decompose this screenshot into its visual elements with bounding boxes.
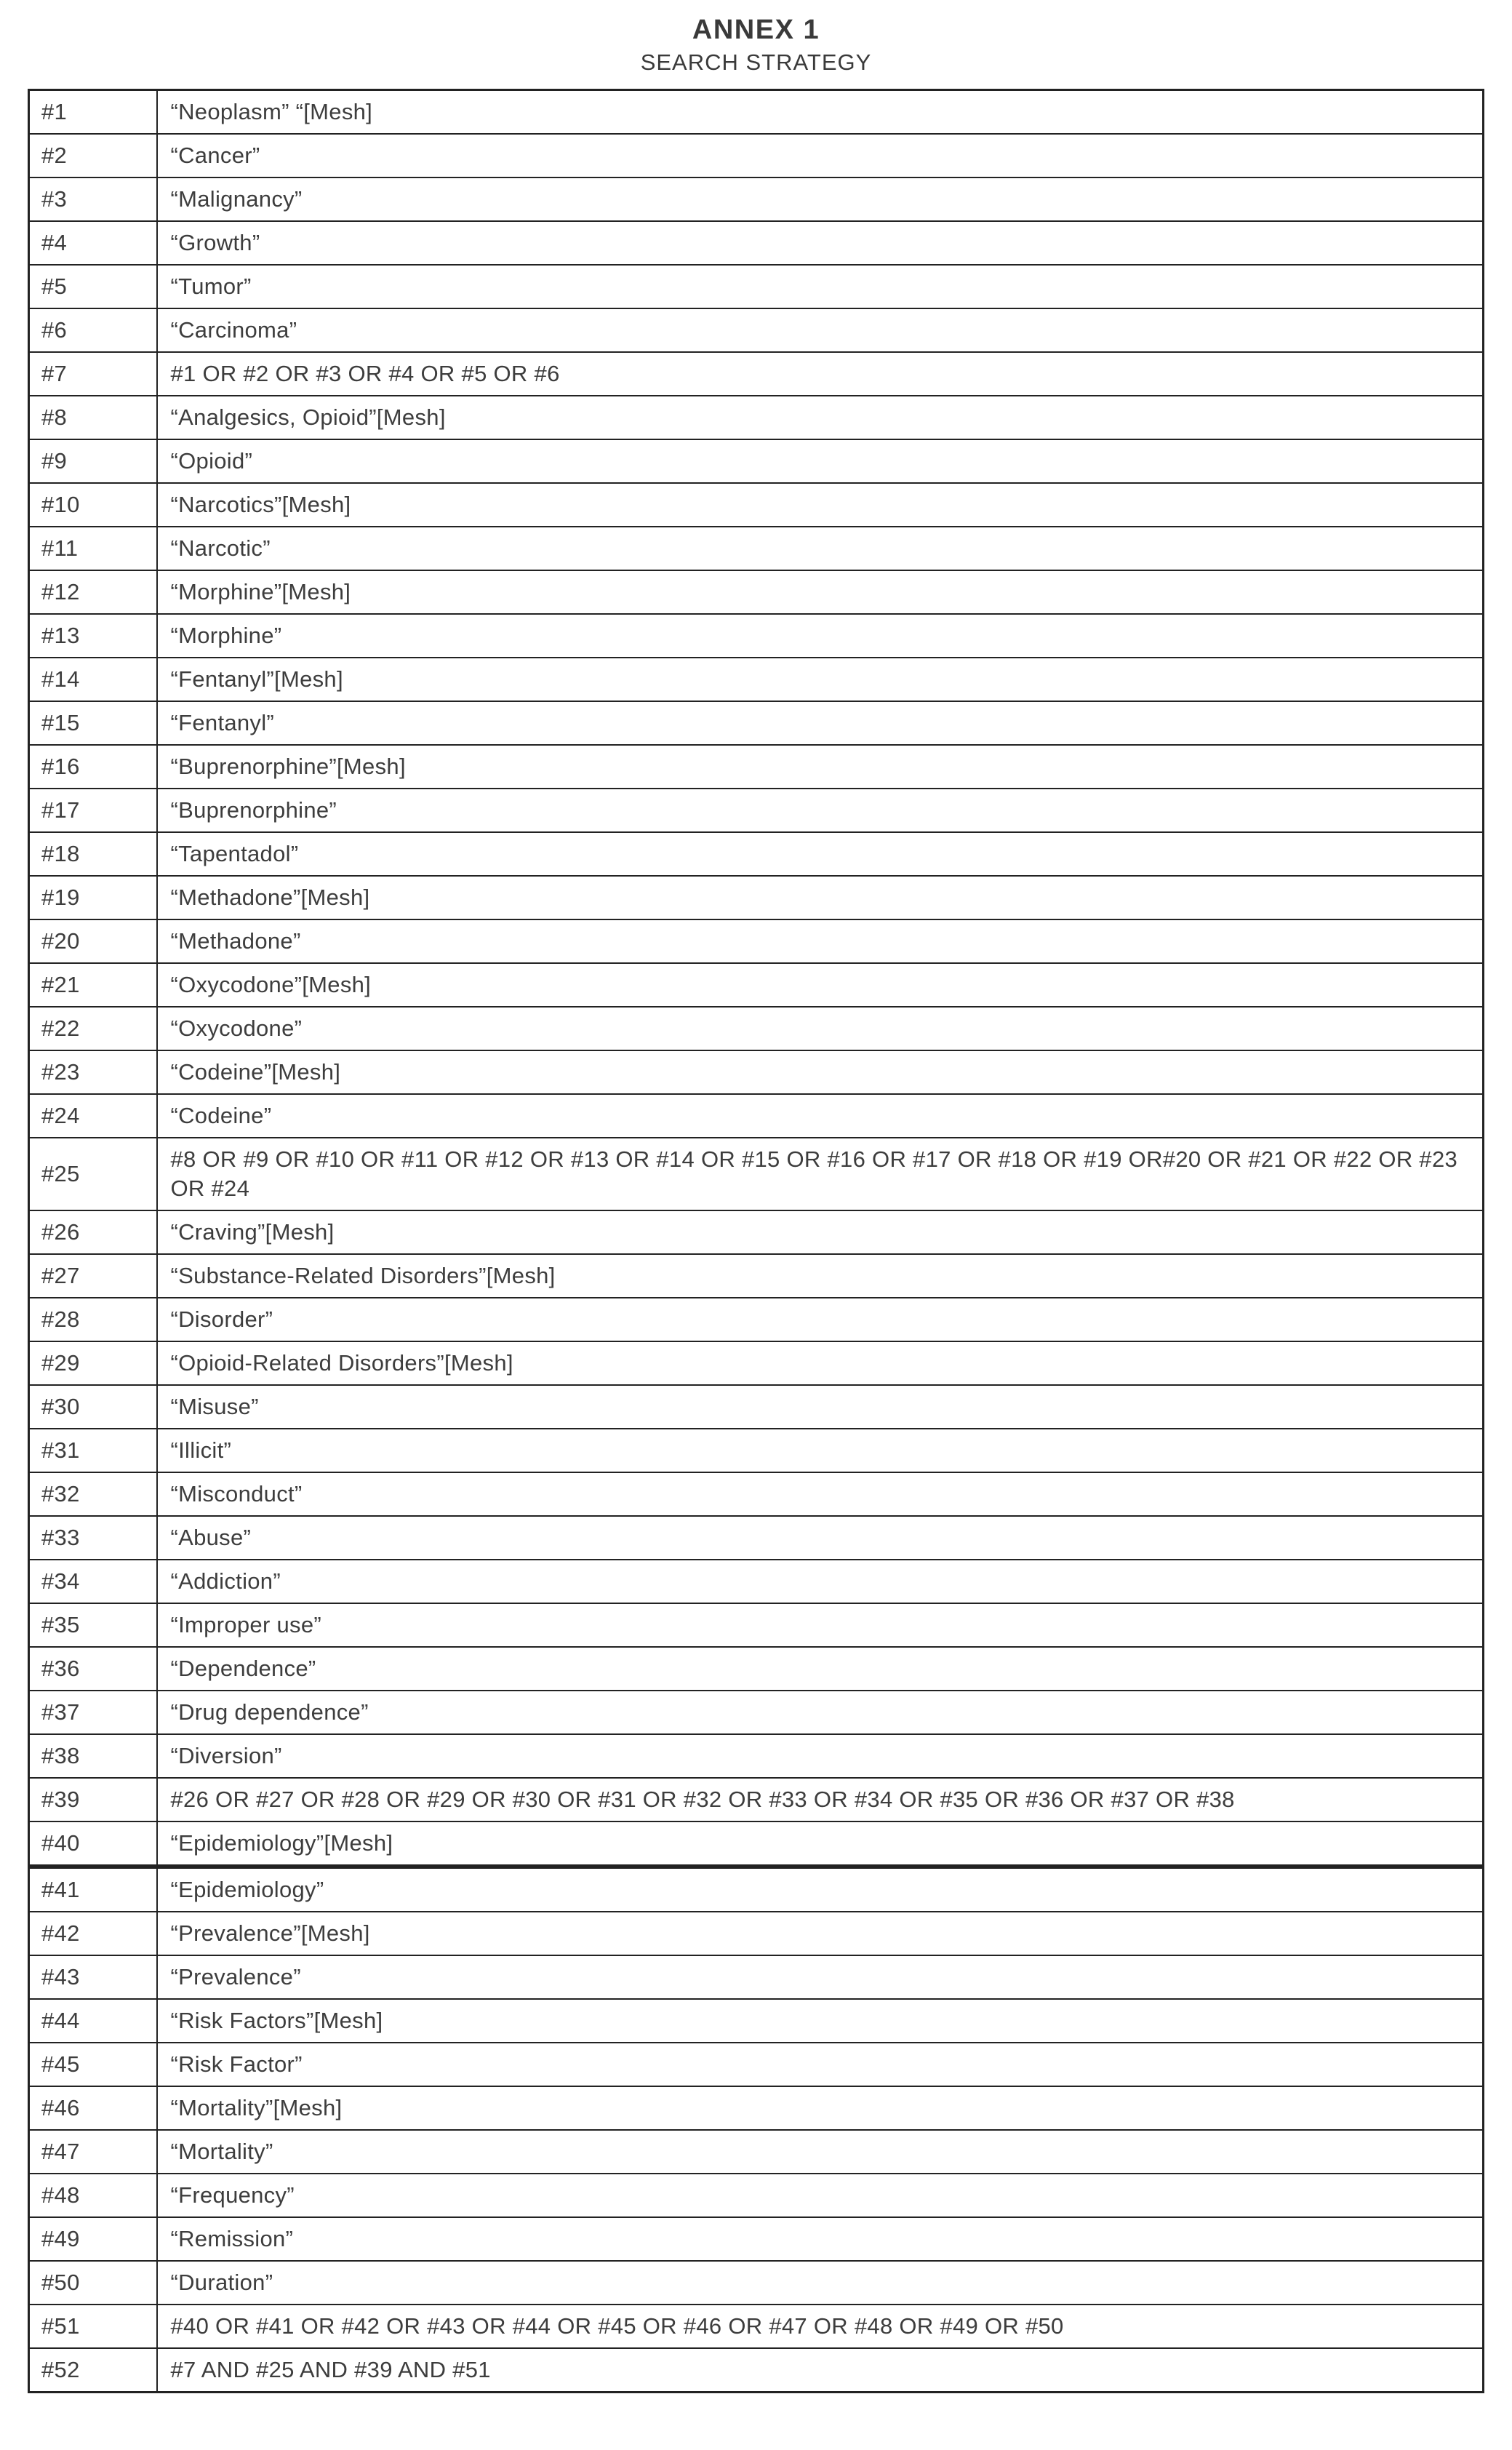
row-term: “Substance-Related Disorders”[Mesh]	[157, 1254, 1484, 1298]
row-id: #3	[29, 177, 157, 221]
row-id: #42	[29, 1912, 157, 1955]
annex-title: ANNEX 1	[692, 15, 820, 45]
row-id: #13	[29, 614, 157, 658]
row-id: #48	[29, 2174, 157, 2217]
row-term: #7 AND #25 AND #39 AND #51	[157, 2348, 1484, 2393]
row-id: #36	[29, 1647, 157, 1691]
row-id: #47	[29, 2130, 157, 2174]
row-id: #19	[29, 876, 157, 919]
row-id: #17	[29, 789, 157, 832]
row-id: #31	[29, 1429, 157, 1472]
row-term: “Tumor”	[157, 265, 1484, 308]
table-row	[29, 1094, 1484, 1138]
row-term: “Malignancy”	[157, 177, 1484, 221]
table-row	[29, 1298, 1484, 1341]
table-row	[29, 2261, 1484, 2305]
row-term: “Diversion”	[157, 1734, 1484, 1778]
table-row	[29, 527, 1484, 570]
row-id: #28	[29, 1298, 157, 1341]
table-row	[29, 832, 1484, 876]
row-term: “Frequency”	[157, 2174, 1484, 2217]
table-row	[29, 265, 1484, 308]
table-row	[29, 701, 1484, 745]
row-id: #50	[29, 2261, 157, 2305]
row-id: #41	[29, 1867, 157, 1912]
row-term: “Morphine”	[157, 614, 1484, 658]
row-id: #12	[29, 570, 157, 614]
row-term: “Fentanyl”[Mesh]	[157, 658, 1484, 701]
row-term: “Oxycodone”[Mesh]	[157, 963, 1484, 1007]
table-row	[29, 1912, 1484, 1955]
row-term: “Disorder”	[157, 1298, 1484, 1341]
row-term: “Prevalence”[Mesh]	[157, 1912, 1484, 1955]
row-id: #6	[29, 308, 157, 352]
row-term: “Abuse”	[157, 1516, 1484, 1560]
row-term: “Addiction”	[157, 1560, 1484, 1603]
row-term: “Narcotics”[Mesh]	[157, 483, 1484, 527]
row-id: #38	[29, 1734, 157, 1778]
row-term: “Dependence”	[157, 1647, 1484, 1691]
row-term: “Tapentadol”	[157, 832, 1484, 876]
table-row	[29, 90, 1484, 135]
table-row	[29, 352, 1484, 396]
row-term: “Methadone”	[157, 919, 1484, 963]
row-term: “Neoplasm” “[Mesh]	[157, 90, 1484, 135]
row-term: “Improper use”	[157, 1603, 1484, 1647]
row-id: #46	[29, 2086, 157, 2130]
table-row	[29, 1472, 1484, 1516]
table-row	[29, 1691, 1484, 1734]
row-id: #5	[29, 265, 157, 308]
row-term: “Codeine”[Mesh]	[157, 1050, 1484, 1094]
row-id: #32	[29, 1472, 157, 1516]
table-row	[29, 483, 1484, 527]
table-row	[29, 221, 1484, 265]
row-id: #7	[29, 352, 157, 396]
row-id: #20	[29, 919, 157, 963]
row-id: #49	[29, 2217, 157, 2261]
row-id: #16	[29, 745, 157, 789]
row-id: #24	[29, 1094, 157, 1138]
table-row	[29, 1210, 1484, 1254]
table-row	[29, 963, 1484, 1007]
row-term: “Craving”[Mesh]	[157, 1210, 1484, 1254]
row-id: #33	[29, 1516, 157, 1560]
search-strategy-table	[28, 89, 1484, 2393]
table-row	[29, 439, 1484, 483]
table-row	[29, 570, 1484, 614]
row-term: “Drug dependence”	[157, 1691, 1484, 1734]
row-id: #29	[29, 1341, 157, 1385]
table-row	[29, 1603, 1484, 1647]
table-row	[29, 789, 1484, 832]
row-id: #37	[29, 1691, 157, 1734]
row-id: #9	[29, 439, 157, 483]
row-id: #2	[29, 134, 157, 177]
row-term: “Prevalence”	[157, 1955, 1484, 1999]
table-row	[29, 2043, 1484, 2086]
row-id: #44	[29, 1999, 157, 2043]
row-term: “Narcotic”	[157, 527, 1484, 570]
row-id: #30	[29, 1385, 157, 1429]
table-row	[29, 2348, 1484, 2393]
row-term: “Epidemiology”	[157, 1867, 1484, 1912]
row-id: #4	[29, 221, 157, 265]
row-term: #26 OR #27 OR #28 OR #29 OR #30 OR #31 OR #32 OR #33 OR #34 OR #35 OR #36 OR #37 OR #38	[157, 1778, 1484, 1821]
table-row	[29, 1821, 1484, 1867]
row-id: #18	[29, 832, 157, 876]
table-row	[29, 2130, 1484, 2174]
table-row	[29, 2086, 1484, 2130]
row-id: #51	[29, 2305, 157, 2348]
row-id: #34	[29, 1560, 157, 1603]
row-id: #45	[29, 2043, 157, 2086]
row-term: “Remission”	[157, 2217, 1484, 2261]
row-id: #21	[29, 963, 157, 1007]
row-id: #22	[29, 1007, 157, 1050]
table-row	[29, 1385, 1484, 1429]
table-row	[29, 396, 1484, 439]
row-id: #1	[29, 90, 157, 135]
row-term: “Methadone”[Mesh]	[157, 876, 1484, 919]
row-term: “Buprenorphine”	[157, 789, 1484, 832]
row-term: “Mortality”	[157, 2130, 1484, 2174]
table-row	[29, 1734, 1484, 1778]
table-row	[29, 1999, 1484, 2043]
table-row	[29, 134, 1484, 177]
row-id: #27	[29, 1254, 157, 1298]
row-term: “Fentanyl”	[157, 701, 1484, 745]
row-term: #40 OR #41 OR #42 OR #43 OR #44 OR #45 OR #46 OR #47 OR #48 OR #49 OR #50	[157, 2305, 1484, 2348]
row-term: “Illicit”	[157, 1429, 1484, 1472]
row-id: #15	[29, 701, 157, 745]
row-term: “Buprenorphine”[Mesh]	[157, 745, 1484, 789]
row-id: #8	[29, 396, 157, 439]
row-term: “Cancer”	[157, 134, 1484, 177]
table-row	[29, 177, 1484, 221]
row-id: #35	[29, 1603, 157, 1647]
row-term: “Opioid-Related Disorders”[Mesh]	[157, 1341, 1484, 1385]
table-row	[29, 308, 1484, 352]
table-row	[29, 1955, 1484, 1999]
row-term: “Risk Factors”[Mesh]	[157, 1999, 1484, 2043]
annex-header	[0, 13, 1512, 77]
table-row	[29, 745, 1484, 789]
table-row	[29, 2174, 1484, 2217]
row-term: “Mortality”[Mesh]	[157, 2086, 1484, 2130]
table-row	[29, 1007, 1484, 1050]
table-row	[29, 1050, 1484, 1094]
row-term: “Risk Factor”	[157, 2043, 1484, 2086]
annex-subtitle: SEARCH STRATEGY	[640, 49, 872, 75]
row-term: “Oxycodone”	[157, 1007, 1484, 1050]
table-row	[29, 1647, 1484, 1691]
row-id: #14	[29, 658, 157, 701]
row-term: “Growth”	[157, 221, 1484, 265]
table-row	[29, 1254, 1484, 1298]
table-row	[29, 2305, 1484, 2348]
table-row	[29, 1867, 1484, 1912]
row-term: “Carcinoma”	[157, 308, 1484, 352]
table-row	[29, 1429, 1484, 1472]
row-id: #52	[29, 2348, 157, 2393]
row-id: #26	[29, 1210, 157, 1254]
row-id: #10	[29, 483, 157, 527]
row-term: “Morphine”[Mesh]	[157, 570, 1484, 614]
table-row	[29, 658, 1484, 701]
row-term: “Misuse”	[157, 1385, 1484, 1429]
row-term: “Misconduct”	[157, 1472, 1484, 1516]
table-row	[29, 1516, 1484, 1560]
table-row	[29, 614, 1484, 658]
row-id: #11	[29, 527, 157, 570]
table-row	[29, 1341, 1484, 1385]
table-row	[29, 1778, 1484, 1821]
row-id: #43	[29, 1955, 157, 1999]
row-term: “Epidemiology”[Mesh]	[157, 1821, 1484, 1867]
table-row	[29, 1138, 1484, 1210]
row-id: #40	[29, 1821, 157, 1867]
row-term: “Codeine”	[157, 1094, 1484, 1138]
row-term: “Opioid”	[157, 439, 1484, 483]
row-term: “Analgesics, Opioid”[Mesh]	[157, 396, 1484, 439]
table-row	[29, 1560, 1484, 1603]
row-id: #23	[29, 1050, 157, 1094]
table-row	[29, 919, 1484, 963]
row-term: “Duration”	[157, 2261, 1484, 2305]
row-term: #1 OR #2 OR #3 OR #4 OR #5 OR #6	[157, 352, 1484, 396]
table-row	[29, 2217, 1484, 2261]
table-row	[29, 876, 1484, 919]
row-id: #39	[29, 1778, 157, 1821]
row-term: #8 OR #9 OR #10 OR #11 OR #12 OR #13 OR #14 OR #15 OR #16 OR #17 OR #18 OR #19 OR#20 OR #21 OR #22 OR #23 OR #24	[157, 1138, 1484, 1210]
row-id: #25	[29, 1138, 157, 1210]
table-body	[29, 90, 1484, 2393]
